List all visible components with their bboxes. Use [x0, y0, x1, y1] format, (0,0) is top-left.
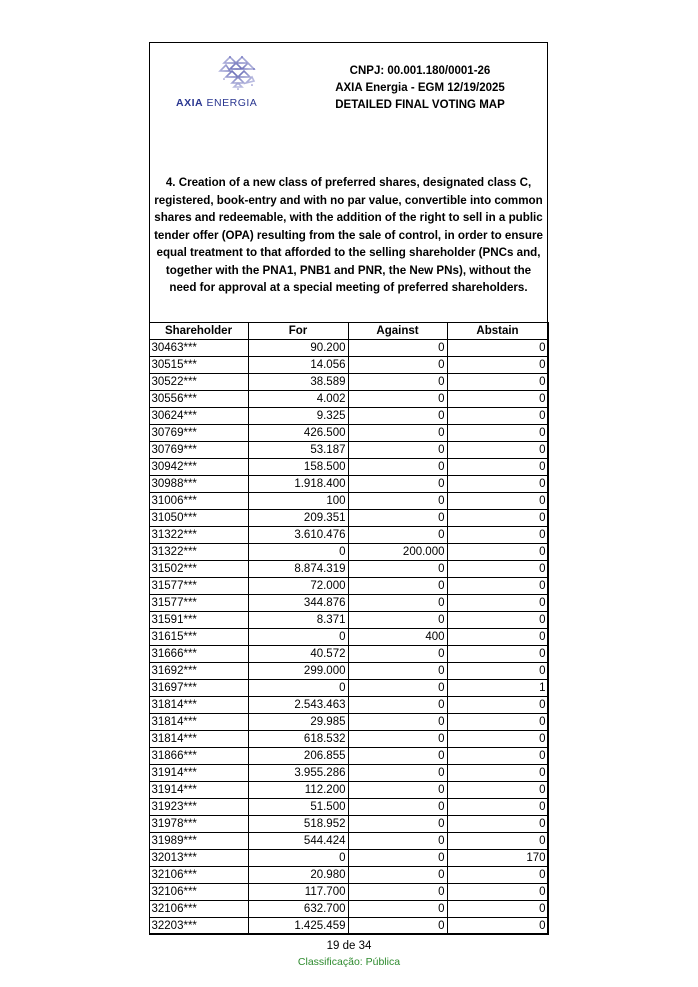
cell-against: 0 — [348, 901, 447, 918]
cell-shareholder: 32203*** — [149, 918, 248, 935]
cell-abstain: 0 — [447, 476, 548, 493]
cell-shareholder: 31814*** — [149, 731, 248, 748]
logo-brand-regular: ENERGIA — [206, 97, 258, 109]
cell-against: 0 — [348, 527, 447, 544]
cell-against: 0 — [348, 663, 447, 680]
table-row — [149, 714, 548, 731]
column-header-for: For — [248, 323, 348, 340]
cell-against: 0 — [348, 884, 447, 901]
table-row — [149, 697, 548, 714]
cell-shareholder: 30769*** — [149, 442, 248, 459]
logo-brand-bold: AXIA — [176, 97, 204, 109]
cell-for: 38.589 — [248, 374, 348, 391]
cell-shareholder: 31591*** — [149, 612, 248, 629]
table-row — [149, 799, 548, 816]
cell-for: 344.876 — [248, 595, 348, 612]
cell-shareholder: 31697*** — [149, 680, 248, 697]
cell-against: 0 — [348, 476, 447, 493]
cell-for: 8.371 — [248, 612, 348, 629]
cell-for: 29.985 — [248, 714, 348, 731]
cell-for: 632.700 — [248, 901, 348, 918]
cnpj-line: CNPJ: 00.001.180/0001-26 — [349, 65, 491, 77]
cell-for: 0 — [248, 544, 348, 561]
cell-shareholder: 31914*** — [149, 765, 248, 782]
cell-for: 2.543.463 — [248, 697, 348, 714]
cell-for: 117.700 — [248, 884, 348, 901]
cell-for: 112.200 — [248, 782, 348, 799]
cell-abstain: 0 — [447, 799, 548, 816]
table-row — [149, 561, 548, 578]
cell-abstain: 0 — [447, 493, 548, 510]
table-row — [149, 901, 548, 918]
cell-shareholder: 30942*** — [149, 459, 248, 476]
cell-for: 618.532 — [248, 731, 348, 748]
table-row — [149, 578, 548, 595]
column-header-abstain: Abstain — [447, 323, 548, 340]
cell-against: 0 — [348, 714, 447, 731]
cell-for: 9.325 — [248, 408, 348, 425]
cell-shareholder: 31502*** — [149, 561, 248, 578]
cell-abstain: 1 — [447, 680, 548, 697]
globe-mesh-icon — [216, 51, 260, 91]
cell-against: 0 — [348, 595, 447, 612]
cell-abstain: 0 — [447, 714, 548, 731]
cell-against: 0 — [348, 442, 447, 459]
cell-against: 200.000 — [348, 544, 447, 561]
cell-for: 0 — [248, 629, 348, 646]
cell-against: 0 — [348, 765, 447, 782]
cell-against: 0 — [348, 459, 447, 476]
cell-shareholder: 31006*** — [149, 493, 248, 510]
cell-against: 0 — [348, 374, 447, 391]
agenda-item-text: 4. Creation of a new class of preferred shares, designated class C, registered, book-entry and with no par value, convertible into common shares and redeemable, with the addition of the right to sell in a public tender offer (OPA) resulting from the sale of control, in order to ensure equal treatment to that afforded to the selling shareholder (PNCs and, together with the PNA1, PNB1 and PNR, the New PNs), without the need for approval at a special meeting of preferred shareholders. — [154, 176, 543, 294]
table-row — [149, 663, 548, 680]
cell-against: 0 — [348, 850, 447, 867]
cell-shareholder: 31989*** — [149, 833, 248, 850]
table-header-row — [149, 323, 548, 340]
cell-against: 0 — [348, 408, 447, 425]
cell-against: 0 — [348, 833, 447, 850]
cell-for: 8.874.319 — [248, 561, 348, 578]
table-row — [149, 867, 548, 884]
cell-abstain: 0 — [447, 748, 548, 765]
cell-against: 0 — [348, 748, 447, 765]
cell-for: 20.980 — [248, 867, 348, 884]
cell-abstain: 0 — [447, 374, 548, 391]
cell-shareholder: 31322*** — [149, 527, 248, 544]
company-logo — [162, 51, 258, 111]
cell-against: 0 — [348, 510, 447, 527]
cell-abstain: 0 — [447, 578, 548, 595]
cell-shareholder: 30624*** — [149, 408, 248, 425]
cell-against: 0 — [348, 561, 447, 578]
table-row — [149, 493, 548, 510]
cell-abstain: 0 — [447, 408, 548, 425]
cell-abstain: 0 — [447, 884, 548, 901]
column-header-shareholder: Shareholder — [149, 323, 248, 340]
cell-shareholder: 30515*** — [149, 357, 248, 374]
page-number: 19 de 34 — [326, 940, 372, 952]
table-row — [149, 527, 548, 544]
cell-abstain: 0 — [447, 901, 548, 918]
cell-shareholder: 31923*** — [149, 799, 248, 816]
cell-for: 3.955.286 — [248, 765, 348, 782]
cell-for: 40.572 — [248, 646, 348, 663]
cell-shareholder: 32106*** — [149, 867, 248, 884]
cell-for: 1.918.400 — [248, 476, 348, 493]
meeting-line: AXIA Energia - EGM 12/19/2025 — [335, 82, 505, 94]
table-row — [149, 510, 548, 527]
cell-shareholder: 31322*** — [149, 544, 248, 561]
cell-for: 1.425.459 — [248, 918, 348, 935]
cell-against: 400 — [348, 629, 447, 646]
cell-abstain: 170 — [447, 850, 548, 867]
table-row — [149, 425, 548, 442]
cell-abstain: 0 — [447, 527, 548, 544]
cell-shareholder: 31577*** — [149, 595, 248, 612]
cell-for: 426.500 — [248, 425, 348, 442]
cell-against: 0 — [348, 697, 447, 714]
cell-for: 3.610.476 — [248, 527, 348, 544]
cell-against: 0 — [348, 391, 447, 408]
table-row — [149, 918, 548, 935]
cell-shareholder: 31866*** — [149, 748, 248, 765]
cell-abstain: 0 — [447, 442, 548, 459]
table-row — [149, 476, 548, 493]
cell-against: 0 — [348, 425, 447, 442]
cell-abstain: 0 — [447, 459, 548, 476]
cell-against: 0 — [348, 816, 447, 833]
cell-shareholder: 31914*** — [149, 782, 248, 799]
table-row — [149, 765, 548, 782]
cell-abstain: 0 — [447, 357, 548, 374]
cell-abstain: 0 — [447, 765, 548, 782]
cell-abstain: 0 — [447, 646, 548, 663]
cell-against: 0 — [348, 357, 447, 374]
cell-for: 53.187 — [248, 442, 348, 459]
table-row — [149, 646, 548, 663]
table-row — [149, 884, 548, 901]
cell-for: 4.002 — [248, 391, 348, 408]
document-header — [150, 43, 547, 323]
cell-shareholder: 30522*** — [149, 374, 248, 391]
cell-shareholder: 31814*** — [149, 714, 248, 731]
cell-abstain: 0 — [447, 544, 548, 561]
cell-against: 0 — [348, 867, 447, 884]
cell-shareholder: 31814*** — [149, 697, 248, 714]
cell-shareholder: 32106*** — [149, 884, 248, 901]
table-row — [149, 340, 548, 357]
table-row — [149, 680, 548, 697]
cell-abstain: 0 — [447, 595, 548, 612]
cell-shareholder: 30556*** — [149, 391, 248, 408]
cell-abstain: 0 — [447, 816, 548, 833]
table-row — [149, 544, 548, 561]
cell-shareholder: 31692*** — [149, 663, 248, 680]
cell-shareholder: 31050*** — [149, 510, 248, 527]
table-row — [149, 782, 548, 799]
cell-abstain: 0 — [447, 731, 548, 748]
cell-shareholder: 31577*** — [149, 578, 248, 595]
table-row — [149, 459, 548, 476]
table-row — [149, 357, 548, 374]
table-row — [149, 833, 548, 850]
cell-shareholder: 32106*** — [149, 901, 248, 918]
cell-for: 0 — [248, 850, 348, 867]
table-row — [149, 629, 548, 646]
table-body — [149, 340, 548, 935]
cell-against: 0 — [348, 578, 447, 595]
table-row — [149, 816, 548, 833]
table-row — [149, 748, 548, 765]
cell-for: 299.000 — [248, 663, 348, 680]
table-row — [149, 391, 548, 408]
cell-for: 100 — [248, 493, 348, 510]
voting-table — [149, 322, 549, 935]
cell-against: 0 — [348, 799, 447, 816]
cell-shareholder: 31615*** — [149, 629, 248, 646]
cell-against: 0 — [348, 731, 447, 748]
table-row — [149, 442, 548, 459]
cell-against: 0 — [348, 340, 447, 357]
cell-shareholder: 30463*** — [149, 340, 248, 357]
cell-shareholder: 31978*** — [149, 816, 248, 833]
cell-for: 14.056 — [248, 357, 348, 374]
document-title: DETAILED FINAL VOTING MAP — [335, 99, 505, 111]
cell-abstain: 0 — [447, 629, 548, 646]
cell-for: 158.500 — [248, 459, 348, 476]
table-row — [149, 612, 548, 629]
cell-for: 0 — [248, 680, 348, 697]
table-row — [149, 850, 548, 867]
document-title-block — [300, 63, 540, 114]
cell-shareholder: 30988*** — [149, 476, 248, 493]
cell-against: 0 — [348, 782, 447, 799]
table-row — [149, 595, 548, 612]
cell-abstain: 0 — [447, 425, 548, 442]
cell-for: 209.351 — [248, 510, 348, 527]
cell-abstain: 0 — [447, 391, 548, 408]
cell-shareholder: 30769*** — [149, 425, 248, 442]
cell-abstain: 0 — [447, 782, 548, 799]
cell-against: 0 — [348, 918, 447, 935]
table-row — [149, 408, 548, 425]
cell-for: 518.952 — [248, 816, 348, 833]
cell-abstain: 0 — [447, 918, 548, 935]
cell-abstain: 0 — [447, 867, 548, 884]
cell-for: 51.500 — [248, 799, 348, 816]
column-header-against: Against — [348, 323, 447, 340]
cell-for: 544.424 — [248, 833, 348, 850]
table-row — [149, 731, 548, 748]
cell-for: 72.000 — [248, 578, 348, 595]
cell-against: 0 — [348, 680, 447, 697]
cell-abstain: 0 — [447, 340, 548, 357]
document-page — [149, 42, 548, 934]
cell-abstain: 0 — [447, 612, 548, 629]
cell-against: 0 — [348, 493, 447, 510]
cell-abstain: 0 — [447, 663, 548, 680]
table-row — [149, 374, 548, 391]
cell-for: 90.200 — [248, 340, 348, 357]
cell-abstain: 0 — [447, 510, 548, 527]
cell-against: 0 — [348, 646, 447, 663]
logo-wordmark — [176, 97, 257, 109]
classification-label: Classificação: Pública — [297, 956, 401, 968]
cell-against: 0 — [348, 612, 447, 629]
cell-abstain: 0 — [447, 833, 548, 850]
cell-shareholder: 32013*** — [149, 850, 248, 867]
cell-abstain: 0 — [447, 561, 548, 578]
cell-abstain: 0 — [447, 697, 548, 714]
cell-shareholder: 31666*** — [149, 646, 248, 663]
cell-for: 206.855 — [248, 748, 348, 765]
